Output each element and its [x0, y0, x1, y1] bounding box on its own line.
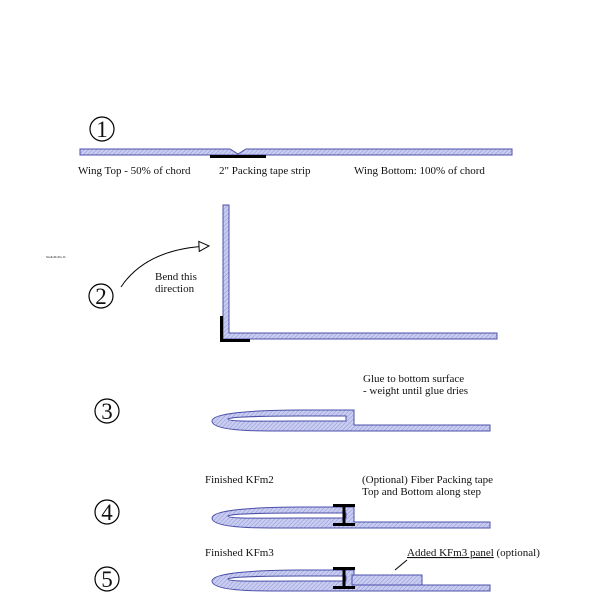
- folded-airfoil-step3: [212, 410, 490, 431]
- step-number-3: [95, 399, 119, 424]
- step-number-2: [89, 284, 113, 309]
- step-3: [95, 373, 490, 431]
- svg-text:4: 4: [101, 500, 113, 525]
- step-number-5: [95, 567, 119, 592]
- fiber-tape-label-line1: (Optional) Fiber Packing tape: [362, 474, 494, 486]
- kfm3-panel-suffix: (optional): [493, 547, 540, 559]
- svg-text:2: 2: [95, 284, 107, 309]
- bent-foam-sheet: [223, 205, 497, 339]
- bend-label-line2: direction: [155, 283, 195, 295]
- fiber-tape-label-line2: Top and Bottom along step: [362, 486, 481, 498]
- svg-text:5: 5: [101, 567, 113, 592]
- finished-kfm3-label: Finished KFm3: [205, 547, 274, 559]
- step-2: [89, 205, 497, 341]
- svg-text:1: 1: [96, 117, 108, 142]
- kfm3-panel-leader-line: [395, 560, 407, 570]
- bend-label-line1: Bend this: [155, 271, 197, 283]
- flat-foam-sheet: [80, 149, 512, 155]
- packing-tape-label: 2" Packing tape strip: [219, 165, 311, 177]
- glue-label-line2: - weight until glue dries: [363, 385, 469, 397]
- step-4: [95, 474, 493, 528]
- wing-bottom-label: Wing Bottom: 100% of chord: [354, 165, 485, 177]
- glue-label-line1: Glue to bottom surface: [363, 373, 465, 385]
- step-number-4: [95, 500, 119, 525]
- step-5: [95, 547, 540, 592]
- svg-text:3: 3: [101, 399, 113, 424]
- watermark-text: StudioProPro.Ib: [46, 255, 66, 259]
- kfm3-panel-label: [407, 547, 540, 559]
- wing-top-label: Wing Top - 50% of chord: [78, 165, 191, 177]
- step-number-1: [90, 117, 114, 142]
- step-1: [78, 117, 512, 177]
- kfm3-added-panel: [352, 575, 422, 585]
- kfm3-panel-underlined: Added KFm3 panel: [407, 547, 494, 559]
- finished-kfm2-label: Finished KFm2: [205, 474, 274, 486]
